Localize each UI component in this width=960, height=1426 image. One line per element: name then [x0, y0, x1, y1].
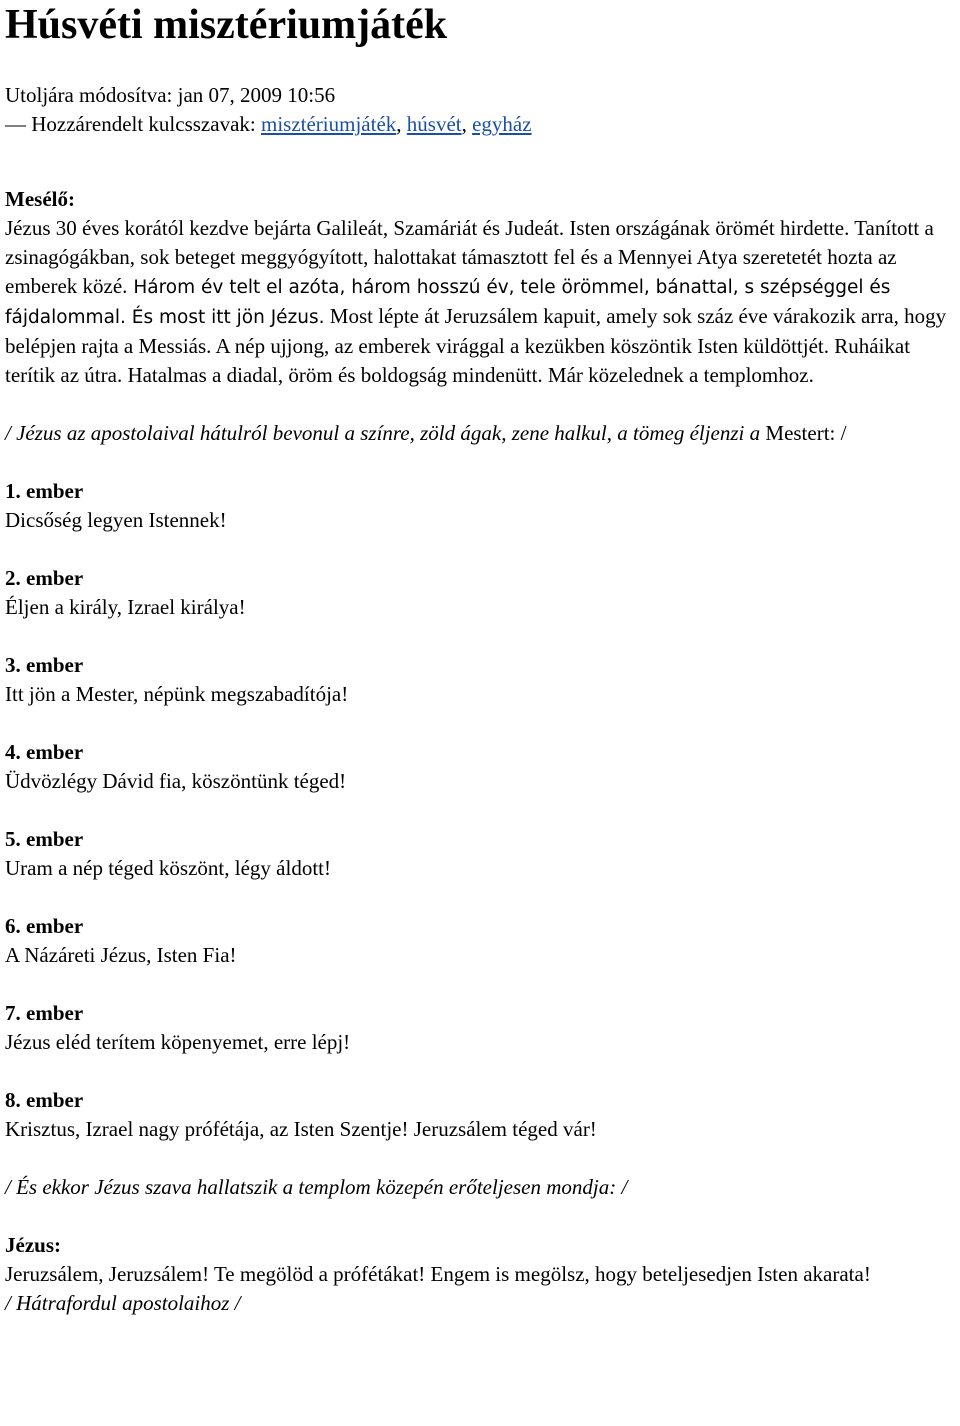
- keyword-link-misztériumjátek[interactable]: misztériumjáték: [260, 112, 397, 136]
- stage-direction-upright: Mestert: /: [765, 421, 847, 445]
- dialogue-line: [5, 651, 952, 709]
- article-meta: [5, 81, 952, 139]
- speaker-line: Krisztus, Izrael nagy prófétája, az Isten Szentje! Jeruzsálem téged vár!: [5, 1117, 597, 1141]
- narrator-section: [5, 185, 952, 390]
- keywords-line: [5, 110, 952, 139]
- dialogue-line: [5, 912, 952, 970]
- dialogue-line: [5, 1086, 952, 1144]
- dialogue-lines: [5, 477, 952, 1144]
- speaker-label: 7. ember: [5, 1001, 84, 1025]
- speaker-label: 2. ember: [5, 566, 84, 590]
- stage-direction-turn: / Hátrafordul apostolaihoz /: [5, 1291, 241, 1315]
- keyword-link-egyhaz[interactable]: egyház: [472, 112, 532, 136]
- dialogue-line: [5, 477, 952, 535]
- keyword-separator: ,: [396, 112, 407, 136]
- speaker-label: 3. ember: [5, 653, 84, 677]
- speaker-line: Dicsőség legyen Istennek!: [5, 508, 227, 532]
- stage-direction-entry: [5, 419, 952, 448]
- jesus-section: [5, 1231, 952, 1318]
- speaker-label: 6. ember: [5, 914, 84, 938]
- dialogue-line: [5, 564, 952, 622]
- speaker-line: Jézus eléd terítem köpenyemet, erre lépj!: [5, 1030, 351, 1054]
- narrator-label: Mesélő:: [5, 187, 75, 211]
- stage-direction-temple: / És ekkor Jézus szava hallatszik a templom közepén erőteljesen mondja: /: [5, 1175, 628, 1199]
- dialogue-line: [5, 738, 952, 796]
- keywords-prefix: — Hozzárendelt kulcsszavak:: [5, 112, 261, 136]
- dialogue-line: [5, 825, 952, 883]
- dialogue-line: [5, 999, 952, 1057]
- narrator-text-part-1: Jézus 30 éves korától kezdve bejárta Galileát, Szamáriát és Judeát. Isten országának örömét hirdette. Tanított a zsinagógákban, sok beteget meggyógyított, halottakat támasztott fel és a Mennyei Atya szeretetét hozta az emberek közé.: [5, 216, 934, 298]
- jesus-label: Jézus:: [5, 1233, 61, 1257]
- speaker-label: 1. ember: [5, 479, 84, 503]
- speaker-line: Itt jön a Mester, népünk megszabadítója!: [5, 682, 349, 706]
- speaker-line: A Názáreti Jézus, Isten Fia!: [5, 943, 237, 967]
- narrator-text: [5, 214, 952, 390]
- modified-date: Utoljára módosítva: jan 07, 2009 10:56: [5, 83, 336, 107]
- speaker-label: 5. ember: [5, 827, 84, 851]
- speaker-label: 4. ember: [5, 740, 84, 764]
- narrator-text-part-2: Három év telt el azóta, három hosszú év, tele örömmel, bánattal, s szépséggel és fájdalommal. És most itt jön Jézus.: [5, 277, 891, 328]
- jesus-text: Jeruzsálem, Jeruzsálem! Te megölöd a prófétákat! Engem is megölsz, hogy beteljesedjen Isten akarata!: [5, 1262, 871, 1286]
- speaker-line: Uram a nép téged köszönt, légy áldott!: [5, 856, 331, 880]
- keyword-link-husvet[interactable]: húsvét: [406, 112, 462, 136]
- speaker-line: Üdvözlégy Dávid fia, köszöntünk téged!: [5, 769, 347, 793]
- page-title: Húsvéti misztériumjáték: [5, 2, 448, 48]
- speaker-label: 8. ember: [5, 1088, 84, 1112]
- stage-direction-italic: / Jézus az apostolaival hátulról bevonul a színre, zöld ágak, zene halkul, a tömeg éljenzi a: [5, 421, 766, 445]
- keyword-separator: ,: [461, 112, 473, 136]
- speaker-line: Éljen a király, Izrael királya!: [5, 595, 246, 619]
- narrator-text-part-3: Most lépte át Jeruzsálem kapuit, amely sok száz éve várakozik arra, hogy belépjen rajta a Messiás. A nép ujjong, az emberek virággal a kezükben köszöntik Isten küldöttjét. Ruháikat terítik az útra. Hatalmas a diadal, öröm és boldogság mindenütt. Már közelednek a templomhoz.: [5, 304, 947, 387]
